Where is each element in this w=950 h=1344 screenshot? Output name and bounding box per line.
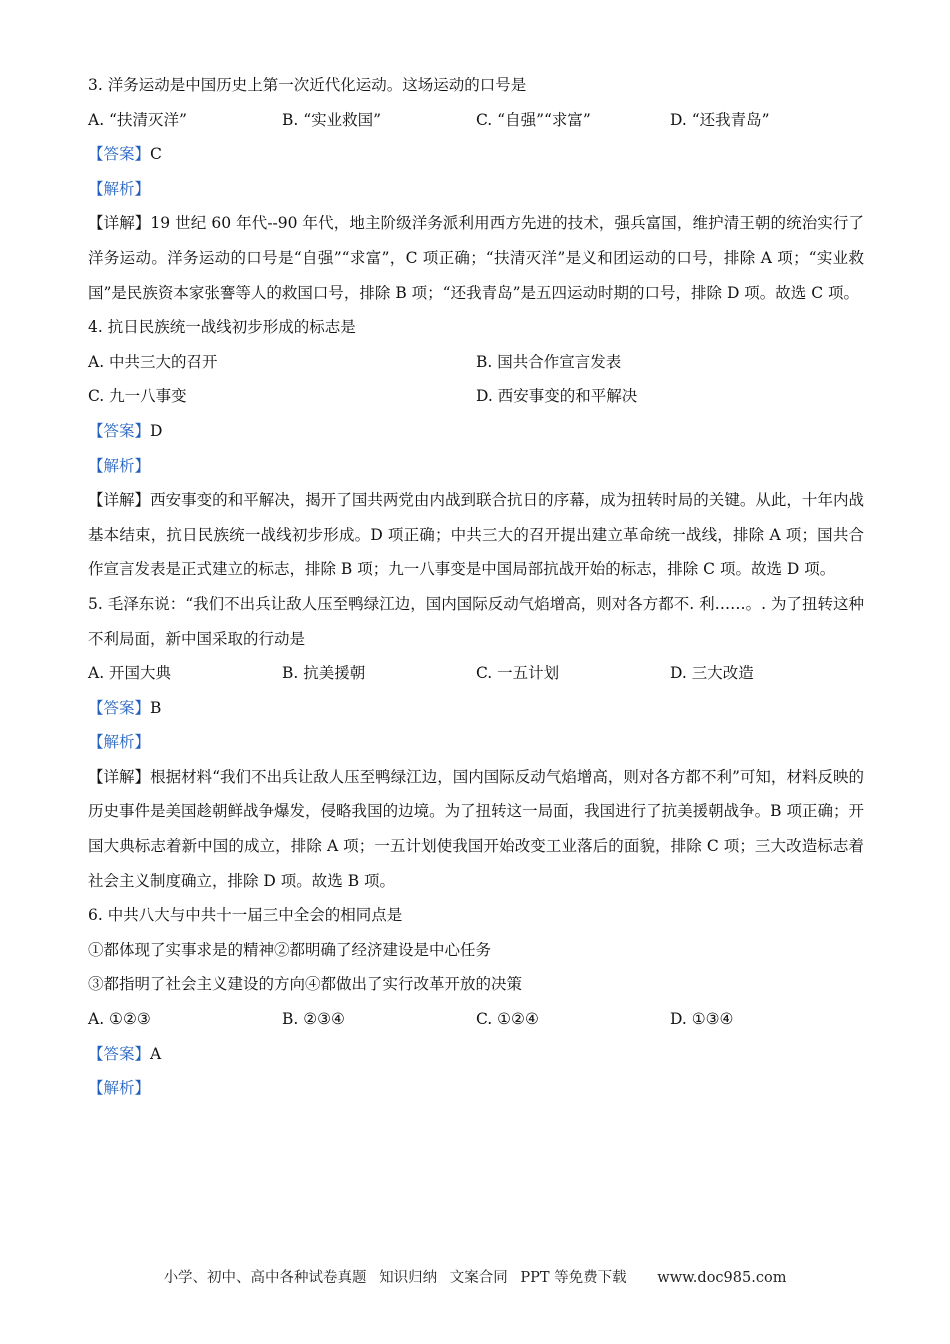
q3-analysis <box>88 172 864 207</box>
q5-stem: 5. 毛泽东说：“我们不出兵让敌人压至鸭绿江边，国内国际反动气焰增高，则对各方都不. 利……。. 为了扭转这种不利局面，新中国采取的行动是 <box>88 594 864 648</box>
q4-detail <box>88 483 864 587</box>
q3-answer-value: C <box>150 145 162 164</box>
q6-answer-value: A <box>150 1044 162 1063</box>
detail-tag: 【详解】 <box>88 491 151 510</box>
q3-option-b: B. “实业救国” <box>282 110 382 129</box>
analysis-tag: 【解析】 <box>88 456 151 475</box>
q3-answer <box>88 137 864 172</box>
answer-tag: 【答案】 <box>88 145 151 164</box>
q3-option-a: A. “扶清灭洋” <box>88 110 187 129</box>
q5-answer <box>88 691 864 726</box>
page-footer <box>0 1266 950 1287</box>
q3-option-c: C. “自强”“求富” <box>476 110 591 129</box>
q4-option-b: B. 国共合作宣言发表 <box>476 352 622 371</box>
detail-tag: 【详解】 <box>88 767 151 786</box>
q3-stem: 3. 洋务运动是中国历史上第一次近代化运动。这场运动的口号是 <box>88 76 527 94</box>
q3-detail-text: 19 世纪 60 年代--90 年代，地主阶级洋务派利用西方先进的技术，强兵富国，维护清王朝的统治实行了洋务运动。洋务运动的口号是“自强”“求富”，C 项正确；“扶清灭洋”是义和团运动的口号，排除 A 项；“实业救国”是民族资本家张謇等人的救国口号，排除 B 项；“还我青岛”是五四运动时期的口号，排除 D 项。故选 C 项。 <box>88 214 864 302</box>
detail-tag: 【详解】 <box>88 214 151 233</box>
q4-options-row-1 <box>88 345 864 380</box>
q6-statement-1: ①都体现了实事求是的精神②都明确了经济建设是中心任务 <box>88 940 492 959</box>
q4-analysis <box>88 449 864 484</box>
footer-item: 小学、初中、高中各种试卷真题 <box>163 1270 367 1286</box>
q4-answer-value: D <box>150 421 163 440</box>
answer-tag: 【答案】 <box>88 1044 151 1063</box>
answer-tag: 【答案】 <box>88 698 151 717</box>
footer-item: 文案合同 <box>449 1270 508 1286</box>
footer-item: PPT 等免费下载 <box>520 1270 627 1286</box>
q4-options-row-2 <box>88 379 864 414</box>
q3-detail <box>88 206 864 310</box>
q4-detail-text: 西安事变的和平解决，揭开了国共两党由内战到联合抗日的序幕，成为扭转时局的关键。从此，十年内战基本结束，抗日民族统一战线初步形成。D 项正确；中共三大的召开提出建立革命统一战线，排除 A 项；国共合作宣言发表是正式建立的标志，排除 B 项；九一八事变是中国局部抗战开始的标志，排除 C 项。故选 D 项。 <box>88 491 864 579</box>
q6-options <box>88 1002 864 1037</box>
q6-option-b: B. ②③④ <box>282 1010 345 1029</box>
q4-option-c: C. 九一八事变 <box>88 387 187 406</box>
q6-statement-2: ③都指明了社会主义建设的方向④都做出了实行改革开放的决策 <box>88 975 523 994</box>
q4-answer <box>88 414 864 449</box>
document-page <box>88 68 864 1106</box>
q6-option-a: A. ①②③ <box>88 1010 151 1029</box>
q5-detail-text: 根据材料“我们不出兵让敌人压至鸭绿江边，国内国际反动气焰增高，则对各方都不利”可知，材料反映的历史事件是美国趁朝鲜战争爆发，侵略我国的边境。为了扭转这一局面，我国进行了抗美援朝战争。B 项正确；开国大典标志着新中国的成立，排除 A 项；一五计划使我国开始改变工业落后的面貌，排除 C 项；三大改造标志着社会主义制度确立，排除 D 项。故选 B 项。 <box>88 767 864 890</box>
q4-option-a: A. 中共三大的召开 <box>88 352 218 371</box>
analysis-tag: 【解析】 <box>88 733 151 752</box>
q6-analysis <box>88 1071 864 1106</box>
q5-option-b: B. 抗美援朝 <box>282 664 366 683</box>
q4-option-d: D. 西安事变的和平解决 <box>476 387 638 406</box>
q5-option-a: A. 开国大典 <box>88 664 172 683</box>
footer-item: 知识归纳 <box>379 1270 438 1286</box>
q6-option-d: D. ①③④ <box>670 1010 734 1029</box>
analysis-tag: 【解析】 <box>88 179 151 198</box>
q3-option-d: D. “还我青岛” <box>670 110 770 129</box>
q5-option-c: C. 一五计划 <box>476 664 560 683</box>
q5-option-d: D. 三大改造 <box>670 664 754 683</box>
q5-answer-value: B <box>150 698 162 717</box>
q4-stem: 4. 抗日民族统一战线初步形成的标志是 <box>88 318 356 337</box>
q3-options <box>88 103 864 138</box>
analysis-tag: 【解析】 <box>88 1079 151 1098</box>
q6-option-c: C. ①②④ <box>476 1010 539 1029</box>
q5-analysis <box>88 725 864 760</box>
q5-detail <box>88 760 864 898</box>
q6-answer <box>88 1037 864 1072</box>
q5-options <box>88 656 864 691</box>
q6-stem: 6. 中共八大与中共十一届三中全会的相同点是 <box>88 906 403 925</box>
answer-tag: 【答案】 <box>88 421 151 440</box>
footer-site-link[interactable]: www.doc985.com <box>657 1270 787 1286</box>
